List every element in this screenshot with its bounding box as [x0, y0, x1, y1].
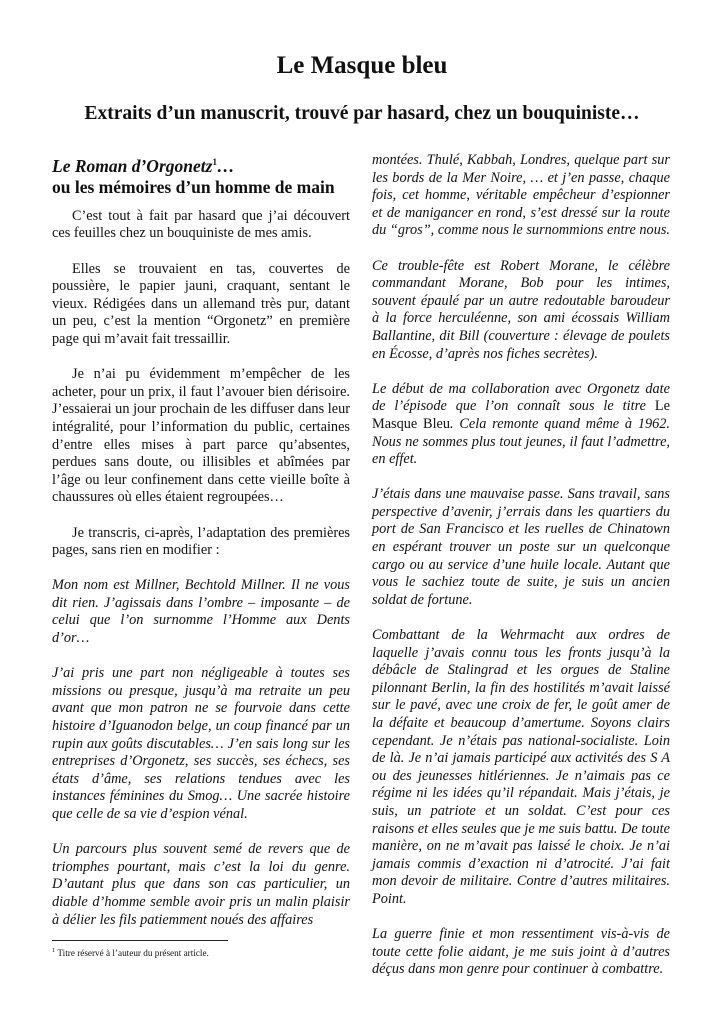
manuscript-paragraph: Ce trouble-fête est Robert Morane, le célèbre commandant Morane, Bob pour les intimes, souvent épaulé par un autre redoutable baroudeur à la force herculéenne, son ami écossais William Ballantine, dit Bill (couverture : élevage de poulets en Écosse, d’après nos fiches secrètes).	[372, 257, 670, 362]
manuscript-paragraph: J’étais dans une mauvaise passe. Sans travail, sans perspective d’avenir, j’errais dans les quartiers du port de San Francisco et les ruelles de Chinatown en espérant trouver un poste sur un quelconque cargo ou au service d’une huile locale. Autant que vous le sachiez toute de suite, je suis un ancien soldat de fortune.	[372, 486, 670, 608]
document-title: Le Masque bleu	[276, 52, 448, 79]
footnote-divider	[52, 940, 228, 941]
manuscript-paragraph: Combattant de la Wehrmacht aux ordres de laquelle j’avais connu tous les fronts jusqu’à la débâcle de Stalingrad et les orgues de Staline pilonnant Berlin, la fin des hostilités m’avait laissé sur le pavé, avec une croix de fer, le goût amer de la défaite et beaucoup d’amertume. Soyons clairs cependant. Je n’étais pas national-socialiste. Loin de là. Je n’ai jamais participé aux activités des S A ou des jeunesses hitlériennes. Je n’aimais pas ce régime ni les idées qu’il répandait. Mais j’étais, je suis, un patriote et un soldat. C’est pour ces raisons et elles seules que je me suis battu. De toute manière, on ne m’avait pas laissé le choix. Je n’ai jamais commis d’exaction ni d’atrocité. J’ai fait mon devoir de militaire. Contre d’autres militaires. Point.	[372, 627, 670, 907]
footnote-text: Titre réservé à l’auteur du présent article.	[55, 948, 209, 959]
manuscript-paragraph	[372, 381, 670, 469]
manuscript-paragraph: Un parcours plus souvent semé de revers que de triomphes pourtant, mais c’est la loi du genre. D’autant plus que dans son cas particulier, un diable d’homme semble avoir pris un malin plaisir à délier les fils patiemment noués des affaires	[52, 841, 350, 928]
footnote-number: 1	[52, 947, 56, 954]
section-heading-ellipsis: …	[216, 155, 235, 176]
section-heading	[52, 152, 350, 198]
paragraph-part: Le début de ma collaboration avec Orgonetz date de l’épisode que l’on connaît sous le titre	[372, 380, 670, 415]
section-heading-line1: Le Roman d’Orgonetz	[52, 155, 213, 176]
left-column	[52, 152, 350, 947]
paragraph: Elles se trouvaient en tas, couvertes de poussière, le papier jauni, craquant, sentant le vieux. Rédigées dans un allemand très pur, datant un peu, c’est la mention “Orgonetz” en première page qui m’avait fait tressaillir.	[52, 260, 350, 347]
manuscript-paragraph: montées. Thulé, Kabbah, Londres, quelque part sur les bords de la Mer Noire, … et j’en passe, chaque fois, cet homme, véritable empêcheur d’espionner et de manigancer en rond, s’est dressé sur la route du “gros”, comme nous le surnommions entre nous.	[372, 152, 670, 239]
right-column	[372, 152, 670, 997]
manuscript-paragraph: La guerre finie et mon ressentiment vis-à-vis de toute cette folie aidant, je me suis joint à d’autres déçus dans mon genre pour continuer à combattre.	[372, 926, 670, 978]
paragraph: Je transcris, ci-après, l’adaptation des premières pages, sans rien en modifier :	[52, 524, 350, 559]
manuscript-paragraph: Mon nom est Millner, Bechtold Millner. Il ne vous dit rien. J’agissais dans l’ombre – imposante – de celui que l’on surnomme l’Homme aux Dents d’or…	[52, 577, 350, 647]
paragraph-part: . Cela remonte quand même à 1962. Nous ne sommes plus tout jeunes, il faut l’admettre, en effet.	[372, 415, 670, 468]
footnote-reference: 1	[212, 157, 217, 167]
section-heading-line2: ou les mémoires d’un homme de main	[52, 176, 335, 197]
footnote	[52, 947, 209, 958]
paragraph: Je n’ai pu évidemment m’empêcher de les acheter, pour un prix, il faut l’avouer bien dérisoire. J’essaierai un jour prochain de les diffuser dans leur intégralité, pour l’information du public, certaines d’entre elles mises à part parce qu’absentes, perdues sans doute, ou illisibles et abîmées par l’âge ou leur confinement dans cette vieille boîte à chaussures où elles étaient regroupées…	[52, 366, 350, 506]
book-title: Le Masque Bleu	[372, 398, 670, 432]
paragraph: C’est tout à fait par hasard que j’ai découvert ces feuilles chez un bouquiniste de mes amis.	[52, 207, 350, 242]
document-subtitle: Extraits d’un manuscrit, trouvé par hasard, chez un bouquiniste…	[84, 103, 640, 124]
manuscript-paragraph: J’ai pris une part non négligeable à toutes ses missions ou presque, jusqu’à ma retraite un peu avant que mon patron ne se fourvoie dans cette histoire d’Iguanodon belge, un coup financé par un rupin aux goûts discutables… J’en sais long sur les entreprises d’Orgonetz, ses succès, ses échecs, ses états d’âme, ses relations tendues avec les instances féminines du Smog… Une sacrée histoire que celle de sa vie d’espion vénal.	[52, 665, 350, 823]
